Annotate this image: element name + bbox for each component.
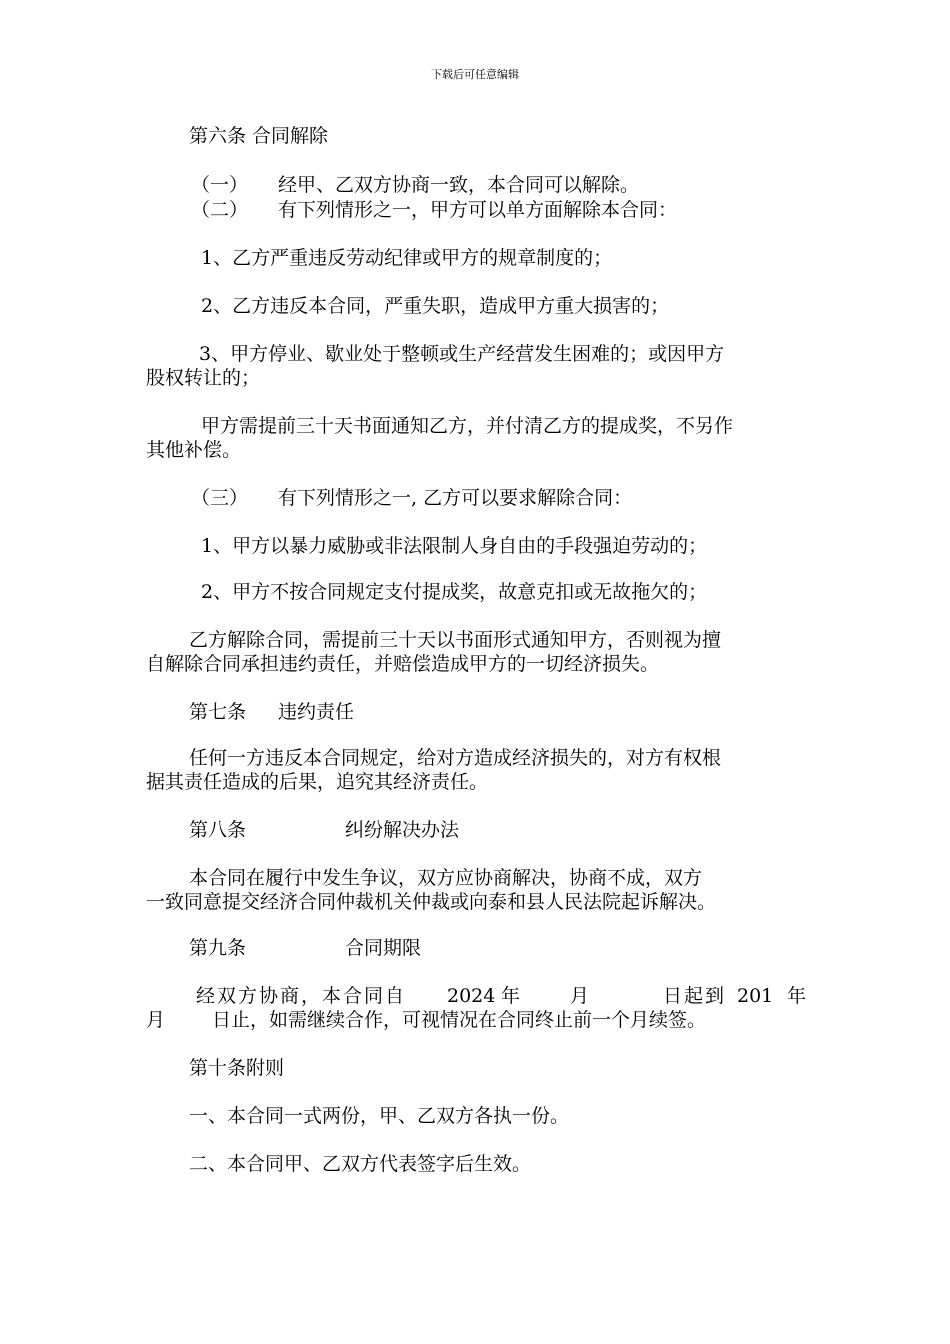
article-8-line-1: 本合同在履行中发生争议，双方应协商解决，协商不成，双方 bbox=[189, 867, 703, 889]
term-line-2-month: 月 bbox=[146, 1009, 166, 1031]
article-9-number: 第九条 bbox=[189, 937, 247, 959]
employer-case-2: 2、乙方违反本合同，严重失职，造成甲方重大损害的； bbox=[201, 295, 670, 317]
employee-case-1: 1、甲方以暴力威胁或非法限制人身自由的手段强迫劳动的； bbox=[201, 535, 708, 557]
term-start-year: 2024 bbox=[447, 985, 496, 1007]
term-line-1-lead: 经双方协商，本合同自 bbox=[196, 985, 407, 1007]
termination-line-1: 乙方解除合同，需提前三十天以书面形式通知甲方，否则视为擅 bbox=[189, 629, 722, 651]
employee-case-2: 2、甲方不按合同规定支付提成奖，故意克扣或无故拖欠的； bbox=[201, 581, 708, 603]
termination-line-2: 自解除合同承担违约责任，并赔偿造成甲方的一切经济损失。 bbox=[146, 653, 660, 675]
article-10-item-2: 二、本合同甲、乙双方代表签字后生效。 bbox=[189, 1153, 532, 1175]
article-6-title: 第六条 合同解除 bbox=[189, 125, 329, 147]
article-10-item-1: 一、本合同一式两份，甲、乙双方各执一份。 bbox=[189, 1105, 570, 1127]
clause-3-number: （三） bbox=[191, 487, 249, 509]
employer-case-3-line-2: 股权转让的； bbox=[146, 367, 261, 389]
article-9-name: 合同期限 bbox=[345, 937, 422, 959]
term-end-year-label: 年 bbox=[787, 985, 807, 1007]
article-8-name: 纠纷解决办法 bbox=[345, 819, 460, 841]
clause-1-number: （一） bbox=[191, 174, 249, 196]
notice-line-1: 甲方需提前三十天书面通知乙方，并付清乙方的提成奖，不另作 bbox=[201, 415, 734, 437]
employer-case-1: 1、乙方严重违反劳动纪律或甲方的规章制度的； bbox=[201, 247, 613, 269]
article-10-title: 第十条附则 bbox=[189, 1057, 285, 1079]
term-line-2-text: 日止，如需继续合作，可视情况在合同终止前一个月续签。 bbox=[212, 1009, 707, 1031]
term-day-label: 日起到 bbox=[663, 985, 727, 1007]
page-header-note: 下载后可任意编辑 bbox=[431, 68, 519, 81]
employer-case-3-line-1: 3、甲方停业、歇业处于整顿或生产经营发生困难的；或因甲方 bbox=[199, 343, 725, 365]
clause-3-text: 有下列情形之一, 乙方可以要求解除合同： bbox=[278, 487, 633, 509]
clause-1-text: 经甲、乙双方协商一致，本合同可以解除。 bbox=[278, 174, 640, 196]
clause-2-number: （二） bbox=[191, 199, 249, 221]
term-month-label: 月 bbox=[570, 985, 590, 1007]
notice-line-2: 其他补偿。 bbox=[146, 439, 242, 461]
article-8-line-2: 一致同意提交经济合同仲裁机关仲裁或向泰和县人民法院起诉解决。 bbox=[146, 891, 717, 913]
clause-2-text: 有下列情形之一，甲方可以单方面解除本合同： bbox=[278, 199, 678, 221]
article-7-name: 违约责任 bbox=[278, 701, 355, 723]
article-7-line-1: 任何一方违反本合同规定，给对方造成经济损失的，对方有权根 bbox=[189, 747, 722, 769]
term-year-label: 年 bbox=[501, 985, 521, 1007]
article-7-number: 第七条 bbox=[189, 701, 247, 723]
term-end-year: 201 bbox=[737, 985, 774, 1007]
article-7-line-2: 据其责任造成的后果，追究其经济责任。 bbox=[146, 771, 489, 793]
article-8-number: 第八条 bbox=[189, 819, 247, 841]
